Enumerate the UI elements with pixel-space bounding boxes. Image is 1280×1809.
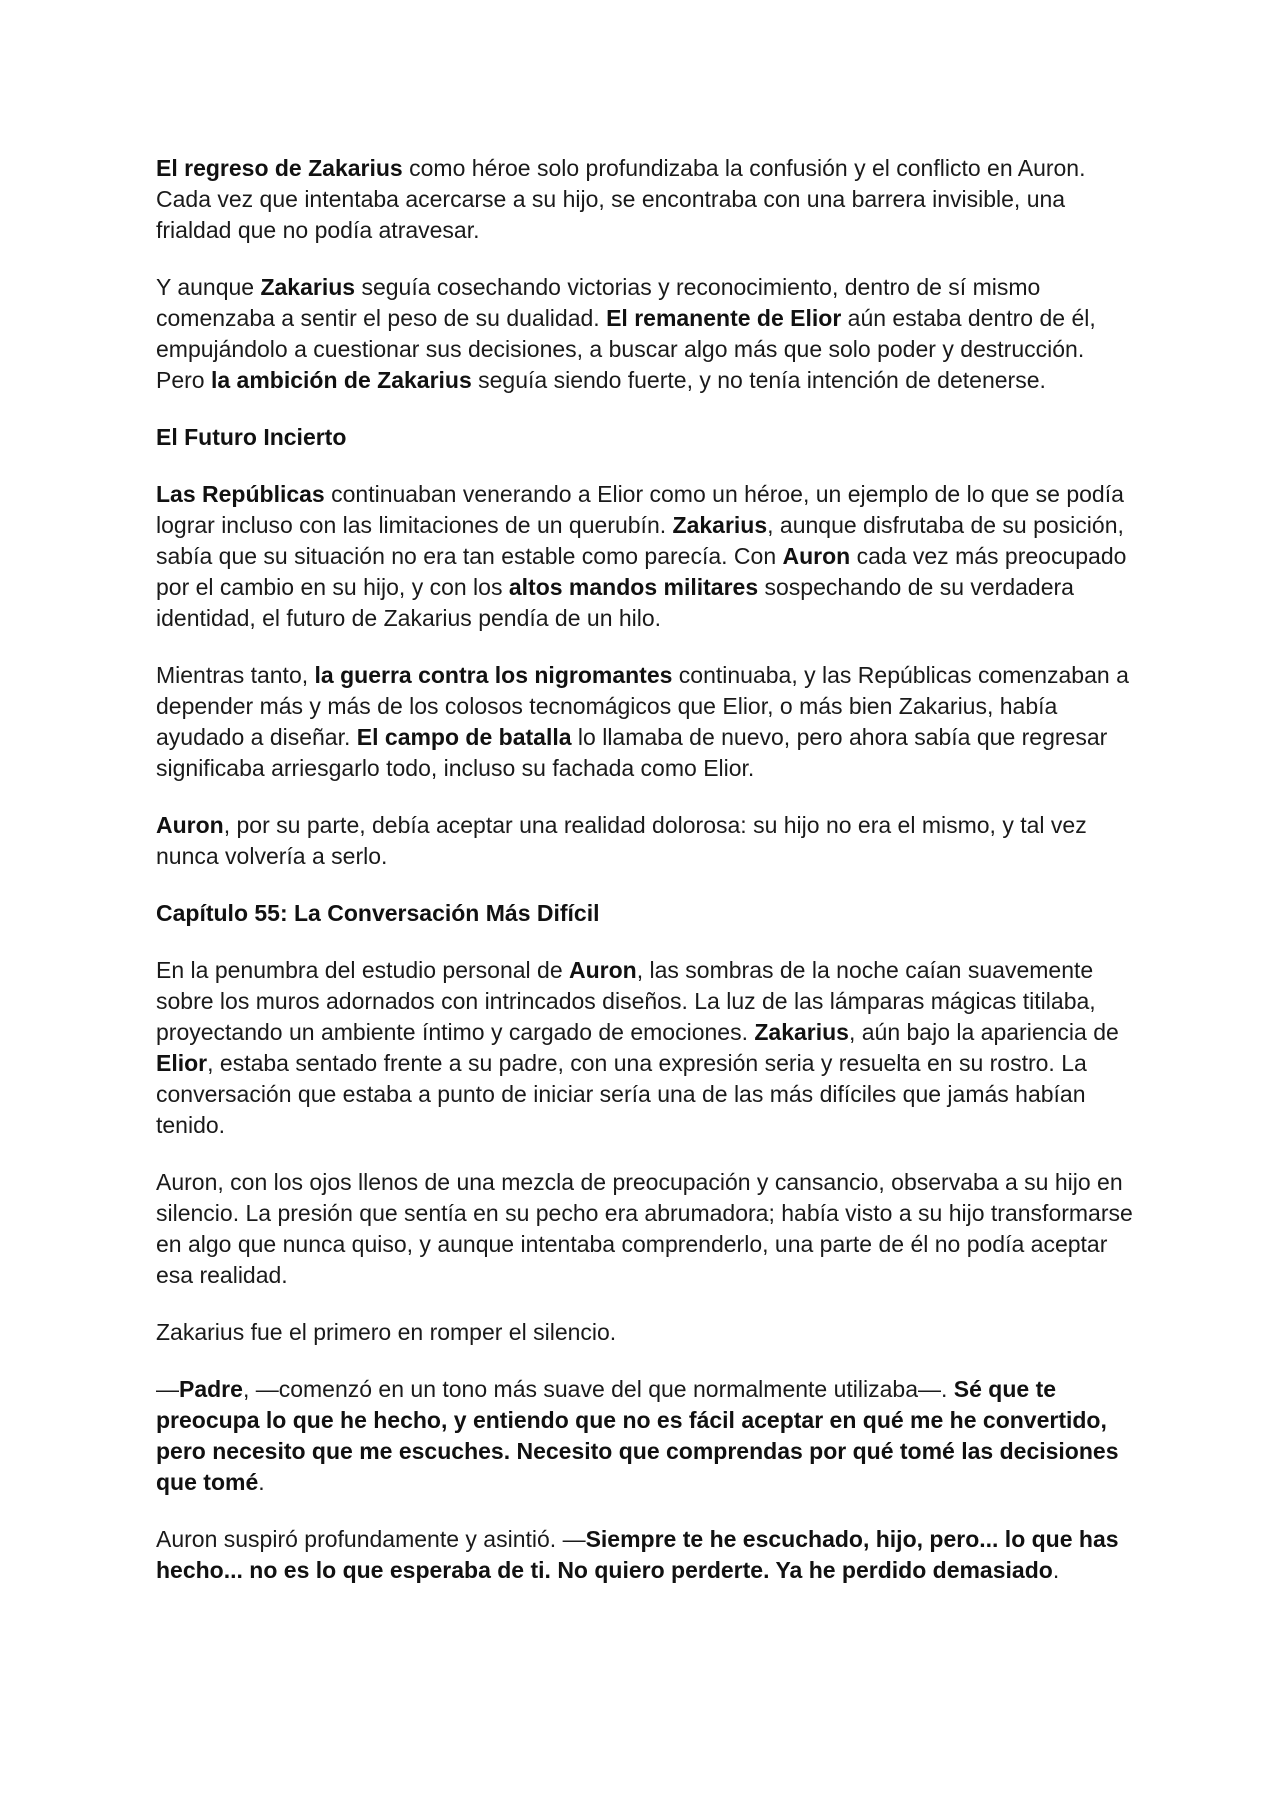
paragraph xyxy=(156,660,1136,784)
bold-text-run: Zakarius xyxy=(754,1019,849,1045)
text-run: , aún bajo la apariencia de xyxy=(848,1019,1119,1045)
bold-text-run: Padre xyxy=(179,1376,243,1402)
bold-text-run: la guerra contra los nigromantes xyxy=(314,662,673,688)
text-run: como héroe solo profundizaba la confusión y el conflicto en Auron. Cada vez que intentaba acercarse a su hijo, se encontraba con una barrera invisible, una frialdad que no podía atravesar. xyxy=(156,155,1086,243)
text-run: , por su parte, debía aceptar una realidad dolorosa: su hijo no era el mismo, y tal vez nunca volvería a serlo. xyxy=(156,812,1087,869)
text-run: continuaban venerando a Elior como un héroe, un ejemplo de lo que se podía lograr incluso con las limitaciones de un querubín. xyxy=(156,481,1124,538)
bold-text-run: El remanente de Elior xyxy=(606,305,842,331)
text-run: , aunque disfrutaba de su posición, sabía que su situación no era tan estable como parecía. Con xyxy=(156,512,1124,569)
paragraph xyxy=(156,810,1136,872)
text-run: seguía siendo fuerte, y no tenía intención de detenerse. xyxy=(471,367,1046,393)
bold-text-run: Auron xyxy=(782,543,851,569)
bold-text-run: Auron xyxy=(569,957,637,983)
text-run: , estaba sentado frente a su padre, con una expresión seria y resuelta en su rostro. La conversación que estaba a punto de iniciar sería una de las más difíciles que jamás habían tenido. xyxy=(156,1050,1087,1138)
bold-text-run: El Futuro Incierto xyxy=(156,424,347,450)
text-run: . xyxy=(1052,1557,1060,1583)
text-run: , —comenzó en un tono más suave del que normalmente utilizaba—. xyxy=(242,1376,954,1402)
paragraph xyxy=(156,1317,1136,1348)
paragraph xyxy=(156,1167,1136,1291)
text-run: sospechando de su verdadera identidad, el futuro de Zakarius pendía de un hilo. xyxy=(156,574,1074,631)
bold-text-run: Elior xyxy=(156,1050,208,1076)
text-run: , las sombras de la noche caían suavemente sobre los muros adornados con intrincados diseños. La luz de las lámparas mágicas titilaba, proyectando un ambiente íntimo y cargado de emociones. xyxy=(156,957,1096,1045)
bold-text-run: Capítulo 55: La Conversación Más Difícil xyxy=(156,900,600,926)
paragraph xyxy=(156,153,1136,246)
text-run: continuaba, y las Repúblicas comenzaban a depender más y más de los colosos tecnomágicos que Elior, o más bien Zakarius, había ayudado a diseñar. xyxy=(156,662,1129,750)
bold-text-run: altos mandos militares xyxy=(508,574,759,600)
paragraph xyxy=(156,1524,1136,1586)
bold-text-run: El campo de batalla xyxy=(356,724,572,750)
bold-text-run: Sé que te preocupa lo que he hecho, y entiendo que no es fácil aceptar en qué me he convertido, pero necesito que me escuches. Necesito que comprendas por qué tomé las decisiones que tomé xyxy=(156,1376,1119,1495)
text-run: Mientras tanto, xyxy=(156,662,315,688)
text-run: Auron suspiró profundamente y asintió. — xyxy=(156,1526,586,1552)
text-run: Y aunque xyxy=(156,274,261,300)
paragraph xyxy=(156,1374,1136,1498)
section-heading xyxy=(156,898,1136,929)
text-run: cada vez más preocupado por el cambio en su hijo, y con los xyxy=(156,543,1127,600)
text-run: seguía cosechando victorias y reconocimiento, dentro de sí mismo comenzaba a sentir el peso de su dualidad. xyxy=(156,274,1041,331)
paragraph xyxy=(156,479,1136,634)
text-run: Zakarius fue el primero en romper el silencio. xyxy=(156,1319,617,1345)
bold-text-run: Las Repúblicas xyxy=(156,481,325,507)
bold-text-run: El regreso de Zakarius xyxy=(156,155,403,181)
bold-text-run: Siempre te he escuchado, hijo, pero... lo que has hecho... no es lo que esperaba de ti. No quiero perderte. Ya he perdido demasiado xyxy=(156,1526,1119,1583)
text-run: aún estaba dentro de él, empujándolo a cuestionar sus decisiones, a buscar algo más que solo poder y destrucción. Pero xyxy=(156,305,1096,393)
paragraph xyxy=(156,272,1136,396)
paragraph xyxy=(156,955,1136,1141)
text-run: lo llamaba de nuevo, pero ahora sabía que regresar significaba arriesgarlo todo, incluso su fachada como Elior. xyxy=(156,724,1108,781)
document-body xyxy=(156,153,1136,1612)
text-run: Auron, con los ojos llenos de una mezcla de preocupación y cansancio, observaba a su hijo en silencio. La presión que sentía en su pecho era abrumadora; había visto a su hijo transformarse en algo que nunca quiso, y aunque intentaba comprenderlo, una parte de él no podía aceptar esa realidad. xyxy=(156,1169,1133,1288)
bold-text-run: la ambición de Zakarius xyxy=(210,367,472,393)
bold-text-run: Zakarius xyxy=(260,274,356,300)
text-run: En la penumbra del estudio personal de xyxy=(156,957,570,983)
bold-text-run: Auron xyxy=(156,812,224,838)
text-run: . xyxy=(258,1469,265,1495)
bold-text-run: Zakarius xyxy=(672,512,768,538)
text-run: — xyxy=(156,1376,179,1402)
section-heading xyxy=(156,422,1136,453)
